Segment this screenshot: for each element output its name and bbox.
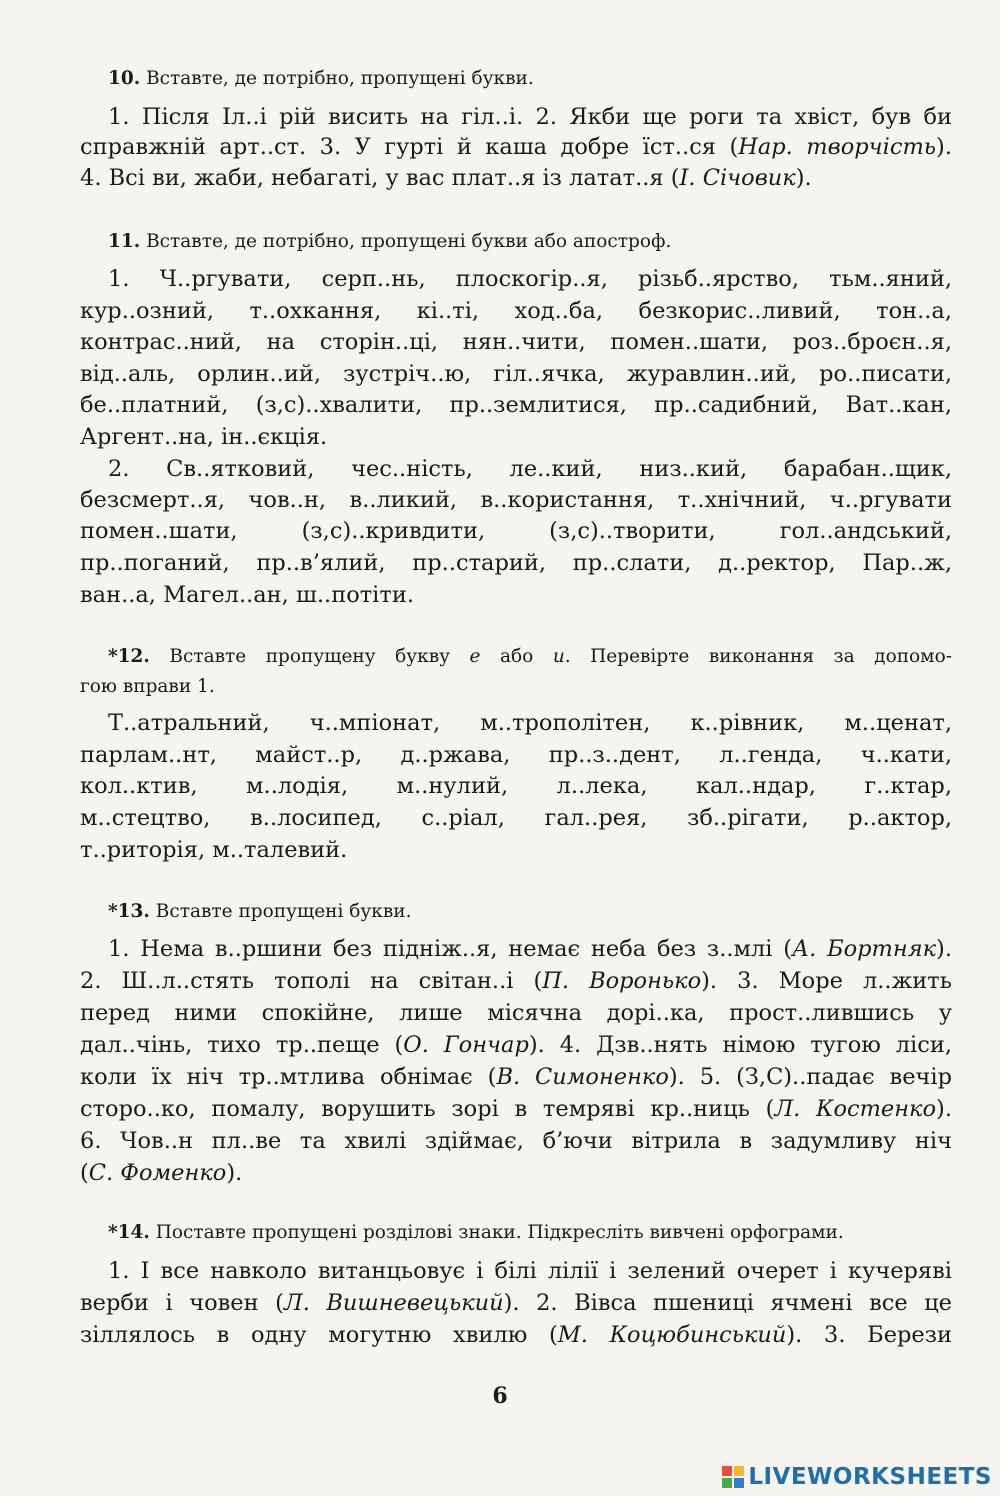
- text-line: зіллялось в одну могутню хвилю (М. Коцюбинський). 3. Берези: [80, 1322, 952, 1348]
- exercise-13-heading: [108, 896, 960, 928]
- exercise-number: *14.: [108, 1222, 150, 1243]
- exercise-number: *12.: [108, 646, 150, 667]
- text-line: 1. Ч..ргувати, серп..нь, плоскогір..я, різьб..ярство, тьм..яний,: [108, 266, 952, 292]
- text-line: Аргент..на, ін..єкція.: [80, 424, 328, 450]
- text-line: парлам..нт, майст..р, д..ржава, пр..з..дент, л..генда, ч..кати,: [80, 742, 952, 768]
- source-citation: Л. Костенко: [774, 1096, 937, 1122]
- exercise-instruction: Вставте, де потрібно, пропущені букви.: [146, 68, 534, 89]
- text-line: 4. Всі ви, жаби, небагаті, у вас плат..я із латат..я (І. Січовик).: [80, 165, 812, 191]
- text-line: т..риторія, м..талевий.: [80, 837, 348, 863]
- exercise-12-heading-cont: гою вправи 1.: [80, 676, 215, 697]
- text-line: сторо..ко, помалу, ворушить зорі в темряві кр..ниць (Л. Костенко).: [80, 1096, 952, 1122]
- exercise-12-heading: *12. Вставте пропущену букву е або и. Перевірте виконання за допомо-: [108, 646, 952, 667]
- text-line: від..аль, орлин..ий, зустріч..ю, гіл..ячка, журавлин..ий, ро..писати,: [80, 361, 952, 387]
- page-number: 6: [492, 1383, 508, 1409]
- exercise-11-heading: [108, 226, 960, 258]
- text-line: Т..атральний, ч..мпіонат, м..трополітен, к..рівник, м..ценат,: [108, 710, 952, 736]
- text-line: ван..а, Магел..ан, ш..потіти.: [80, 582, 414, 608]
- text-line: 2. Ш..л..стять тополі на світан..і (П. Воронько). 3. Море л..жить: [80, 968, 952, 994]
- text-line: коли їх ніч тр..мтлива обнімає (В. Симоненко). 5. (З,С)..падає вечір: [80, 1064, 953, 1090]
- text-line: м..стецтво, в..лосипед, с..ріал, гал..рея, зб..рігати, р..актор,: [80, 805, 952, 831]
- exercise-number: 11.: [108, 231, 141, 252]
- text-line: 1. Нема в..ршини без підніж..я, немає неба без з..млі (А. Бортняк).: [108, 936, 952, 962]
- source-citation: І. Січовик: [679, 165, 796, 191]
- exercise-14-heading: [108, 1217, 960, 1249]
- source-citation: Л. Вишневецький: [283, 1290, 504, 1316]
- source-citation: П. Воронько: [542, 968, 702, 994]
- text-line: 6. Чов..н пл..ве та хвилі здіймає, б’ючи вітрила в задумливу ніч: [80, 1128, 952, 1154]
- exercise-10-heading: [108, 63, 960, 95]
- text-line: справжній арт..ст. 3. У гурті й каша добре їст..ся (Нар. творчість).: [80, 134, 952, 160]
- text-line: 1. Після Іл..і рій висить на гіл..і. 2. Якби ще роги та хвіст, був би: [108, 104, 952, 130]
- text-line: помен..шати, (з,с)..кривдити, (з,с)..творити, гол..андський,: [80, 518, 952, 544]
- source-citation: С. Фоменко: [88, 1160, 227, 1186]
- liveworksheets-brand[interactable]: [722, 1462, 992, 1492]
- source-citation: М. Коцюбинський: [557, 1322, 787, 1348]
- text-line: пр..поганий, пр..в’ялий, пр..старий, пр..слати, д..ректор, Пар..ж,: [80, 550, 952, 576]
- liveworksheets-logo-icon: [722, 1466, 744, 1488]
- exercise-number: 10.: [108, 68, 141, 89]
- text-line: верби і човен (Л. Вишневецький). 2. Вівса пшениці ячмені все це: [80, 1290, 952, 1316]
- text-line: 1. І все навколо витанцьовує і білі лілії і зелений очерет і кучеряві: [108, 1258, 952, 1284]
- text-line: безсмерт..я, чов..н, в..ликий, в..користання, т..хнічний, ч..ргувати: [80, 487, 952, 513]
- text-line: кур..озний, т..охкання, кі..ті, ход..ба, безкорис..ливий, тон..а,: [80, 298, 952, 324]
- source-citation: Нар. творчість: [738, 134, 937, 160]
- exercise-instruction: Вставте пропущені букви.: [155, 901, 412, 922]
- source-citation: А. Бортняк: [792, 936, 937, 962]
- text-line: (С. Фоменко).: [80, 1160, 243, 1186]
- source-citation: О. Гончар: [403, 1032, 529, 1058]
- text-line: 2. Св..ятковий, чес..ність, ле..кий, низ..кий, барабан..щик,: [108, 456, 952, 482]
- text-line: бе..платний, (з,с)..хвалити, пр..землитися, пр..садибний, Ват..кан,: [80, 392, 952, 418]
- exercise-number: *13.: [108, 901, 150, 922]
- text-line: контрас..ний, на сторін..ці, нян..чити, помен..шати, роз..броєн..я,: [80, 329, 952, 355]
- text-line: перед ними спокійне, лише місячна дорі..ка, прост..лившись у: [80, 1000, 952, 1026]
- source-citation: В. Симоненко: [496, 1064, 669, 1090]
- brand-text: LIVEWORKSHEETS: [748, 1464, 992, 1490]
- text-line: дал..чінь, тихо тр..пеще (О. Гончар). 4. Дзв..нять німою тугою ліси,: [80, 1032, 952, 1058]
- text-line: кол..ктив, м..лодія, м..нулий, л..лека, кал..ндар, г..ктар,: [80, 773, 952, 799]
- exercise-instruction: Вставте, де потрібно, пропущені букви або апостроф.: [146, 231, 672, 252]
- exercise-instruction: Поставте пропущені розділові знаки. Підкресліть вивчені орфограми.: [155, 1222, 844, 1243]
